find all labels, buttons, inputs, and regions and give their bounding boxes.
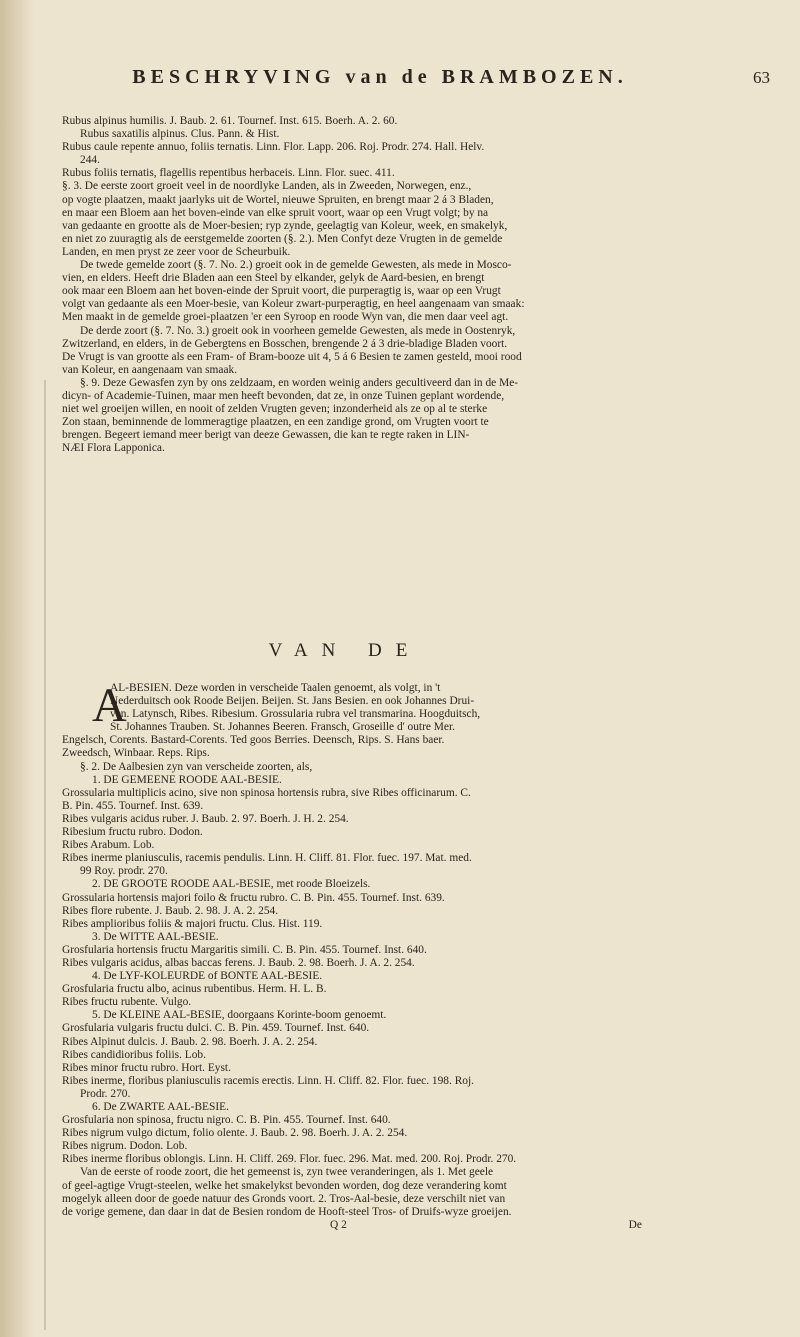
page-number: 63 (753, 68, 770, 87)
text-line: Landen, en men pryst ze zeer voor de Scheurbuik. (62, 245, 291, 258)
text-line: ven. Latynsch, Ribes. Ribesium. Grossularia rubra vel transmarina. Hoogduitsch, (110, 708, 481, 721)
text-line: Nederduitsch ook Roode Beijen. Beijen. St. Jans Besien. en ook Johannes Drui- (110, 695, 475, 708)
text-line: volgt van gedaante als een Moer-besie, van Koleur zwart-purperagtig, en heel aangenaam van smaak: (62, 298, 525, 311)
text-line: Van de eerste of roode zoort, die het gemeenst is, zyn twee veranderingen, als 1. Met geele (80, 1166, 494, 1179)
text-line: 244. (80, 154, 100, 167)
text-line: Grossularia hortensis majori foilo & fructu rubro. C. B. Pin. 455. Tournef. Inst. 639. (62, 891, 445, 904)
text-line: Rubus caule repente annuo, foliis ternatis. Linn. Flor. Lapp. 206. Roj. Prodr. 274. Hall. Helv. (62, 141, 485, 154)
text-line: Rubus saxatilis alpinus. Clus. Pann. & Hist. (80, 128, 280, 141)
text-line: Grosfularia fructu albo, acinus rubentibus. Herm. H. L. B. (62, 983, 327, 996)
text-line: Ribes nigrum vulgo dictum, folio olente. J. Baub. 2. 98. Boerh. J. A. 2. 254. (62, 1127, 408, 1140)
text-line: Rubus foliis ternatis, flagellis repentibus herbaceis. Linn. Flor. suec. 411. (62, 167, 395, 180)
text-line: 6. De ZWARTE AAL-BESIE. (92, 1101, 229, 1113)
text-line: Ribes inerme floribus oblongis. Linn. H. Cliff. 269. Flor. fuec. 296. Mat. med. 200. Roj. Prodr. 270. (62, 1153, 517, 1166)
text-line: Q 2 De (330, 1218, 642, 1231)
text-line: Grosfularia vulgaris fructu dulci. C. B. Pin. 459. Tournef. Inst. 640. (62, 1022, 370, 1035)
text-line: Ribes Arabum. Lob. (62, 839, 155, 852)
text-line: Ribes inerme, floribus planiusculis racemis erectis. Linn. H. Cliff. 82. Flor. fuec. 198. Roj. (62, 1074, 474, 1087)
text-line: AL-BESIEN. Deze worden in verscheide Taalen genoemt, als volgt, in 't (110, 682, 441, 694)
text-line: van Koleur, en aangenaam van smaak. (62, 363, 238, 376)
text-line: De Vrugt is van grootte als een Fram- of Bram-booze uit 4, 5 á 6 Besien te zamen gesteld, mooi rood (62, 350, 522, 363)
text-line: Engelsch, Corents. Bastard-Corents. Ted goos Berries. Deensch, Rips. S. Hans baer. (62, 734, 445, 747)
text-line: Ribes flore rubente. J. Baub. 2. 98. J. A. 2. 254. (62, 904, 279, 917)
text-line: vien, en elders. Heeft drie Bladen aan een Steel by elkander, gelyk de Aard-besien, en brengt (62, 272, 485, 285)
text-line: De twede gemelde zoort (§. 7. No. 2.) groeit ook in de gemelde Gewesten, als mede in Mosco- (80, 259, 512, 272)
text-line: De derde zoort (§. 7. No. 3.) groeit ook in voorheen gemelde Gewesten, als mede in Oostenryk, (80, 324, 516, 337)
text-line: Ribesium fructu rubro. Dodon. (62, 826, 203, 839)
text-line: Zon staan, beminnende de lommeragtige plaatzen, en een zandige grond, om Vrugten voort te (62, 416, 489, 429)
text-line: Zwitzerland, en elders, in de Gebergtens en Bosschen, brengende 2 á 3 drie-bladige Bladen voort. (62, 337, 508, 350)
page-binding-shadow (0, 0, 34, 1337)
text-line: de vorige gemene, dan daar in dat de Besien rondom de Hooft-steel Tros- of Druifs-wyze groeijen. (62, 1205, 512, 1218)
text-line: Ribes minor fructu rubro. Hort. Eyst. (62, 1061, 231, 1074)
text-line: St. Johannes Trauben. St. Johannes Beeren. Fransch, Groseille d' outre Mer. (110, 721, 455, 734)
page-edge-line (44, 380, 46, 1330)
text-line: §. 2. De Aalbesien zyn van verscheide zoorten, als, (80, 760, 313, 773)
text-line: dicyn- of Academie-Tuinen, maar men heeft bevonden, dat ze, in onze Tuinen geplant wordende, (62, 389, 505, 402)
header-title: BESCHRYVING van de BRAMBOZEN. (132, 66, 628, 88)
text-line: §. 3. De eerste zoort groeit veel in de noordlyke Landen, als in Zweeden, Norwegen, enz., (62, 180, 472, 193)
text-line: Ribes vulgaris acidus ruber. J. Baub. 2. 97. Boerh. J. H. 2. 254. (62, 812, 349, 825)
text-line: Rubus alpinus humilis. J. Baub. 2. 61. Tournef. Inst. 615. Boerh. A. 2. 60. (62, 115, 398, 127)
text-line: of geel-agtige Vrugt-steelen, welke het smakelykst bevonden worden, dog deze verandering komt (62, 1179, 507, 1192)
text-line: §. 9. Deze Gewasfen zyn by ons zeldzaam, en worden weinig anders gecultiveerd dan in de Me- (80, 376, 519, 389)
text-line: Ribes vulgaris acidus, albas baccas ferens. J. Baub. 2. 98. Boerh. J. A. 2. 254. (62, 956, 415, 969)
text-line: 2. DE GROOTE ROODE AAL-BESIE, met roode Bloeizels. (92, 878, 371, 891)
text-line: Men maakt in de gemelde groei-plaatzen 'er een Syroop en roode Wyn van, die men daar veel agt. (62, 311, 509, 324)
text-line: mogelyk alleen door de goede natuur des Gronds voort. 2. Tros-Aal-besie, deze verschilt niet van (62, 1192, 506, 1205)
text-line: Ribes nigrum. Dodon. Lob. (62, 1140, 188, 1153)
text-line: en niet zo zuuragtig als de eerstgemelde zoorten (§. 2.). Men Confyt deze Vrugten in de gemelde (62, 232, 503, 245)
text-line: Ribes inerme planiusculis, racemis pendulis. Linn. H. Cliff. 81. Flor. fuec. 197. Mat. med. (62, 852, 472, 865)
text-line: Ribes fructu rubente. Vulgo. (62, 996, 192, 1009)
text-line: NÆI Flora Lapponica. (62, 442, 165, 455)
text-line: niet wel groeijen willen, en nooit of zelden Vrugten geven; inzonderheid als ze op al te sterke (62, 403, 488, 416)
text-line: Ribes candidioribus foliis. Lob. (62, 1048, 206, 1061)
text-line: en maar een Bloem aan het boven-einde van elke spruit voort, waar op een Vrugt volgt; by na (62, 206, 489, 219)
section-heading: VAN DE (268, 640, 422, 661)
text-line: B. Pin. 455. Tournef. Inst. 639. (62, 799, 204, 812)
text-line: ook maar een Bloem aan het boven-einde der Spruit voort, die purperagtig is, waar op een Vrugt (62, 285, 501, 298)
text-line: van gedaante en grootte als de Moer-besien; ryp zynde, geelagtig van Koleur, week, en smakelyk, (62, 219, 508, 232)
text-line: Ribes Alpinut dulcis. J. Baub. 2. 98. Boerh. J. A. 2. 254. (62, 1035, 318, 1048)
text-line: Grossularia multiplicis acino, sive non spinosa hortensis rubra, sive Ribes officinarum. C. (62, 786, 471, 799)
text-line: Grosfularia hortensis fructu Margaritis simili. C. B. Pin. 455. Tournef. Inst. 640. (62, 943, 427, 956)
running-header (70, 66, 770, 96)
text-line: 3. De WITTE AAL-BESIE. (92, 930, 219, 943)
text-line: op vogte plaatzen, maakt jaarlyks uit de Wortel, nieuwe Spruiten, en brengt maar 2 á 3 Bladen, (62, 193, 494, 206)
text-line: 5. De KLEINE AAL-BESIE, doorgaans Korinte-boom genoemt. (92, 1009, 387, 1022)
text-line: Ribes amplioribus foliis & majori fructu. Clus. Hist. 119. (62, 917, 323, 930)
top-text-block (62, 115, 768, 455)
text-line: 4. De LYF-KOLEURDE of BONTE AAL-BESIE. (92, 970, 323, 983)
text-line: Prodr. 270. (80, 1087, 131, 1100)
text-line: Grosfularia non spinosa, fructu nigro. C. B. Pin. 455. Tournef. Inst. 640. (62, 1114, 391, 1127)
text-line: 99 Roy. prodr. 270. (80, 865, 168, 878)
text-line: 1. DE GEMEENE ROODE AAL-BESIE. (92, 773, 282, 786)
drop-capital: A (92, 679, 127, 732)
body-text-block (62, 679, 768, 1232)
text-line: Zweedsch, Winbaar. Reps. Rips. (62, 747, 210, 760)
text-line: brengen. Begeert iemand meer berigt van deeze Gewassen, die kan te regte raken in LIN- (62, 429, 470, 442)
